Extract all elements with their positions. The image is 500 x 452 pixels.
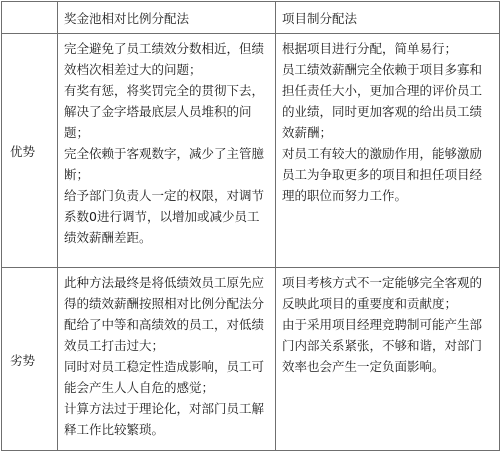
list-item: 完全避免了员工绩效分数相近，但绩效档次相差过大的问题； xyxy=(64,41,265,77)
list-item: 对员工有较大的激励作用，能够激励员工为争取更多的项目和担任项目经理的职位而努力工作。 xyxy=(282,146,483,203)
header-row xyxy=(2,2,500,34)
list-item: 同时对员工稳定性造成影响，员工可能会产生人人自危的感觉； xyxy=(64,359,265,395)
list-item: 计算方法过于理论化，对部门员工解释工作比较繁琐。 xyxy=(64,401,265,437)
advantages-col-a-cell xyxy=(58,34,276,268)
list-item: 有奖有惩，将奖罚完全的贯彻下去，解决了金字塔最底层人员堆积的问题； xyxy=(64,83,265,140)
table-row-advantages xyxy=(2,34,500,268)
disadvantages-col-b-cell xyxy=(276,268,500,451)
header-corner-cell xyxy=(2,2,58,34)
table-row-disadvantages xyxy=(2,268,500,451)
list-item: 给予部门负责人一定的权限，对调节系数0进行调节，以增加或减少员工绩效薪酬差距。 xyxy=(64,188,265,245)
header-col-b: 项目制分配法 xyxy=(276,2,500,34)
list-item: 员工绩效薪酬完全依赖于项目多寡和担任责任大小，更加合理的评价员工的业绩，同时更加客观的给出员工绩效薪酬； xyxy=(282,62,483,140)
list-item: 项目考核方式不一定能够完全客观的反映此项目的重要度和贡献度； xyxy=(282,275,483,311)
list-item: 此种方法最终是将低绩效员工原先应得的绩效薪酬按照相对比例分配法分配给了中等和高绩效的员工，对低绩效员工打击过大； xyxy=(64,275,265,353)
header-col-a: 奖金池相对比例分配法 xyxy=(58,2,276,34)
row-label-advantages: 优势 xyxy=(2,34,58,268)
list-item: 由于采用项目经理竞聘制可能产生部门内部关系紧张，不够和谐，对部门效率也会产生一定负面影响。 xyxy=(282,317,483,374)
advantages-col-b-cell xyxy=(276,34,500,268)
list-item: 完全依赖于客观数字，减少了主管臆断； xyxy=(64,146,265,182)
disadvantages-col-a-cell xyxy=(58,268,276,451)
row-label-disadvantages: 劣势 xyxy=(2,268,58,451)
list-item: 根据项目进行分配，简单易行； xyxy=(282,41,458,56)
comparison-table xyxy=(1,1,500,451)
